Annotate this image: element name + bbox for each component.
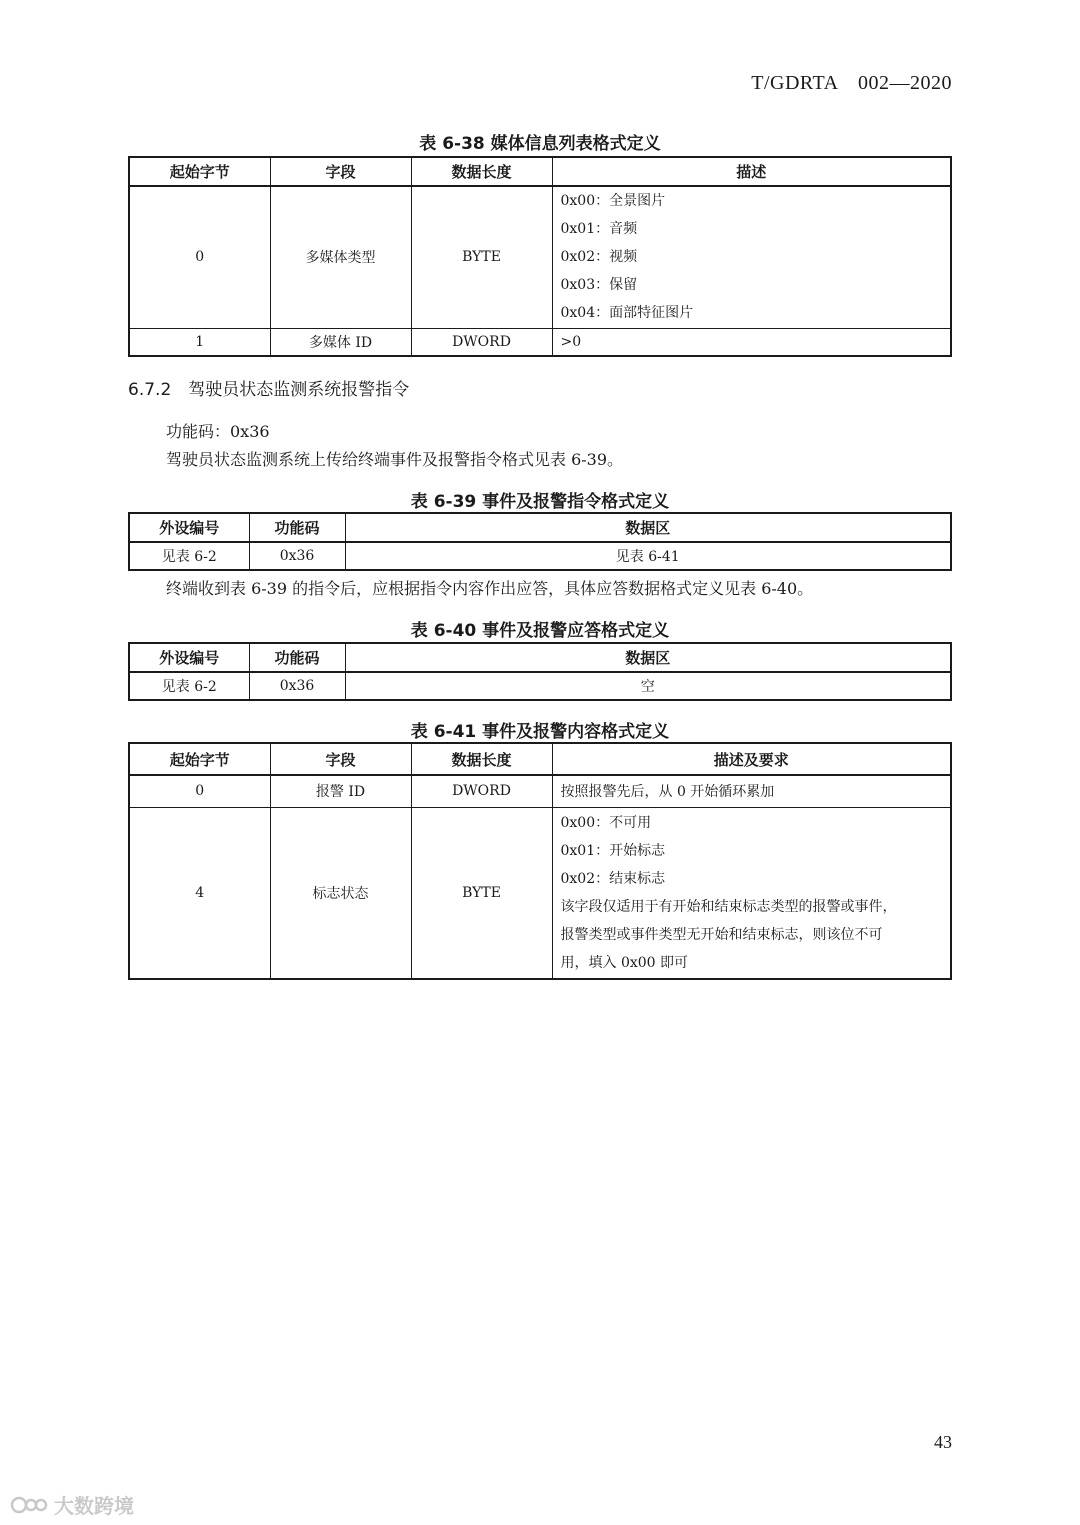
desc-line: 0x02：视频	[560, 249, 638, 266]
desc-line: 0x01：音频	[560, 221, 638, 238]
desc-line: 0x00：全景图片	[560, 193, 666, 210]
table-6-40-caption: 表 6-40 事件及报警应答格式定义	[410, 621, 670, 641]
desc-line: 报警类型或事件类型无开始和结束标志，则该位不可	[560, 926, 883, 943]
header-peripheral-id: 外设编号	[129, 643, 249, 672]
table-row	[129, 542, 951, 570]
desc-line: 0x00：不可用	[560, 814, 652, 831]
desc-line: 0x02：结束标志	[560, 870, 666, 887]
cell-field: 多媒体类型	[270, 186, 411, 328]
cell-data-area: 见表 6-41	[345, 542, 951, 570]
section-heading: 6.7.2 驾驶员状态监测系统报警指令	[128, 380, 410, 400]
reply-paragraph: 终端收到表 6-39 的指令后，应根据指令内容作出应答，具体应答数据格式定义见表 6-40。	[166, 579, 814, 598]
header-length: 数据长度	[411, 743, 552, 775]
table-6-40	[128, 642, 952, 701]
header-desc: 描述及要求	[552, 743, 951, 775]
watermark	[10, 1490, 134, 1519]
cell-start: 0	[129, 186, 270, 328]
header-start-byte: 起始字节	[129, 157, 270, 186]
header-func-code: 功能码	[249, 513, 345, 542]
desc-line: 用，填入 0x00 即可	[560, 954, 689, 971]
document-id: T/GDRTA 002—2020	[751, 72, 952, 94]
header-field: 字段	[270, 157, 411, 186]
header-peripheral-id: 外设编号	[129, 513, 249, 542]
desc-line: 0x01：开始标志	[560, 842, 666, 859]
cell-field: 标志状态	[270, 807, 411, 979]
cell-func-code: 0x36	[249, 672, 345, 700]
header-func-code: 功能码	[249, 643, 345, 672]
cell-data-area: 空	[345, 672, 951, 700]
cell-start: 4	[129, 807, 270, 979]
watermark-text: 大数跨境	[54, 1494, 134, 1518]
cell-desc: 按照报警先后，从 0 开始循环累加	[552, 775, 951, 807]
func-code-text: 功能码：0x36	[166, 422, 270, 441]
cell-length: BYTE	[411, 186, 552, 328]
cell-start: 1	[129, 328, 270, 356]
cell-start: 0	[129, 775, 270, 807]
header-length: 数据长度	[411, 157, 552, 186]
cell-length: BYTE	[411, 807, 552, 979]
table-row	[129, 672, 951, 700]
header-data-area: 数据区	[345, 643, 951, 672]
table-6-41-caption: 表 6-41 事件及报警内容格式定义	[410, 722, 670, 742]
table-6-39	[128, 512, 952, 571]
table-row	[129, 775, 951, 807]
header-desc: 描述	[552, 157, 951, 186]
desc-line: 0x04：面部特征图片	[560, 305, 694, 322]
header-field: 字段	[270, 743, 411, 775]
table-row	[129, 186, 951, 328]
cell-func-code: 0x36	[249, 542, 345, 570]
table-row	[129, 807, 951, 979]
desc-line: 该字段仅适用于有开始和结束标志类型的报警或事件，	[560, 898, 897, 915]
watermark-logo-icon	[10, 1494, 50, 1516]
header-start-byte: 起始字节	[129, 743, 270, 775]
table-6-38	[128, 156, 952, 357]
table-6-38-caption: 表 6-38 媒体信息列表格式定义	[419, 134, 661, 154]
table-6-39-caption: 表 6-39 事件及报警指令格式定义	[410, 492, 670, 512]
cell-desc	[552, 807, 951, 979]
table-6-41	[128, 742, 952, 980]
cell-field: 报警 ID	[270, 775, 411, 807]
cell-peripheral-id: 见表 6-2	[129, 672, 249, 700]
cell-field: 多媒体 ID	[270, 328, 411, 356]
table-row	[129, 328, 951, 356]
cell-peripheral-id: 见表 6-2	[129, 542, 249, 570]
header-data-area: 数据区	[345, 513, 951, 542]
page-number: 43	[934, 1432, 952, 1452]
desc-line: 0x03：保留	[560, 277, 638, 294]
cell-length: DWORD	[411, 775, 552, 807]
cell-desc	[552, 186, 951, 328]
intro-paragraph: 驾驶员状态监测系统上传给终端事件及报警指令格式见表 6-39。	[166, 450, 624, 469]
cell-length: DWORD	[411, 328, 552, 356]
cell-desc: >0	[552, 328, 951, 356]
